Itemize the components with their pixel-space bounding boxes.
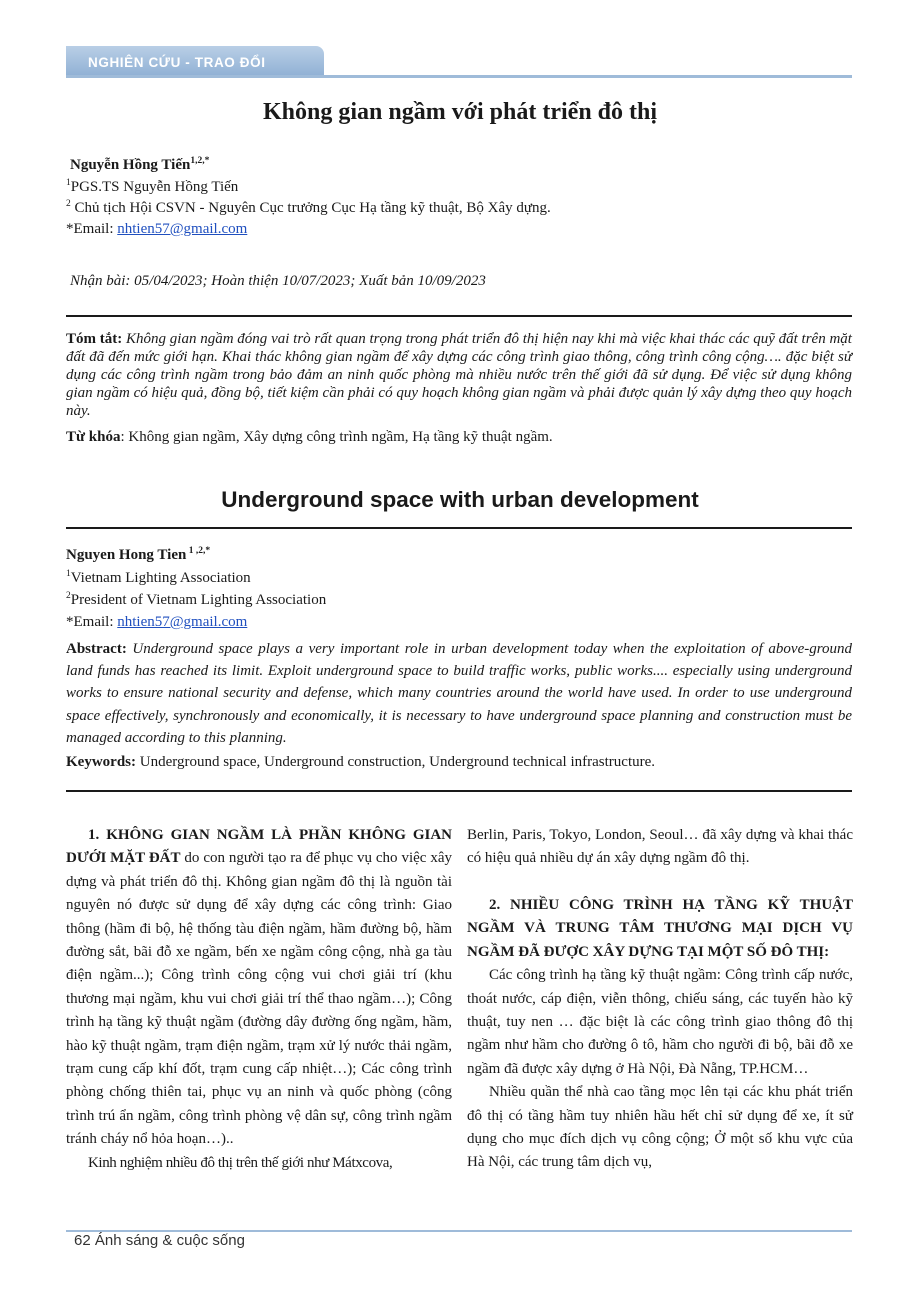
section-2-paragraph-1: Các công trình hạ tầng kỹ thuật ngầm: Công trình cấp nước, thoát nước, cáp điện, viễn thông, chiếu sáng, các tuyến hào kỹ thuật, tuy nen … đặc biệt là các công trình giao thông đô thị ngầm như hầm cho đường ô tô, hầm cho người đi bộ, bãi đỗ xe ngầm đã được xây dựng ở Hà Nội, Đà Nẵng, TP.HCM… xyxy=(467,967,853,1077)
email-label-vi: *Email: xyxy=(66,221,118,237)
keywords-label-en: Keywords: xyxy=(66,754,136,770)
journal-name: Ánh sáng & cuộc sống xyxy=(94,1232,245,1249)
section-2-paragraph-2: Nhiều quần thể nhà cao tầng mọc lên tại các khu phát triển đô thị có tầng hầm tuy nhiên hầu hết chỉ sử dụng để xe, ít sử dụng cho mục đích dịch vụ công cộng; Ở một số khu vực của Hà Nội, các trung tâm dịch vụ, xyxy=(467,1084,853,1171)
author-vi xyxy=(70,157,209,174)
aff2-num-vi: 2 xyxy=(66,199,71,209)
author-sup-vi: 1,2,* xyxy=(190,156,210,166)
affiliation-2-vi xyxy=(66,200,551,217)
aff1-text-vi: PGS.TS Nguyễn Hồng Tiến xyxy=(70,179,239,195)
abstract-en xyxy=(66,638,852,749)
page-number: 62 xyxy=(74,1232,91,1249)
aff1-num-en: 1 xyxy=(66,569,71,579)
keywords-vi xyxy=(66,429,553,446)
aff1-num-vi: 1 xyxy=(66,178,71,188)
divider-top xyxy=(66,315,852,317)
author-name-en: Nguyen Hong Tien xyxy=(66,547,187,563)
abstract-label-vi: Tóm tắt: xyxy=(66,331,123,347)
body-column-right xyxy=(467,824,853,1175)
header-rule xyxy=(66,75,852,78)
section-tag xyxy=(66,46,324,77)
abstract-text-vi: Không gian ngầm đóng vai trò rất quan trọng trong phát triển đô thị hiện nay khi mà việc khai thác các quỹ đất trên mặt đất đã đến mức giới hạn. Khai thác không gian ngầm để xây dựng các công trình giao thông, công trình công cộng…. đặc biệt sử dụng các công trình ngầm trong bảo đảm an ninh quốc phòng mà nhiều nước trên thế giới đã sử dụng. Để việc sử dụng không gian ngầm có hiệu quả, đồng bộ, tiết kiệm cần phải có quy hoạch không gian ngầm và phải được quản lý xây dựng theo quy hoạch này. xyxy=(66,331,852,419)
section-1-heading: 1. KHÔNG GIAN NGẦM LÀ PHẦN KHÔNG GIAN DƯỚI MẶT ĐẤT xyxy=(66,827,452,867)
keywords-text-en: Underground space, Underground construction, Underground technical infrastructure. xyxy=(136,754,656,770)
aff2-text-en: President of Vietnam Lighting Association xyxy=(70,592,327,608)
aff1-text-en: Vietnam Lighting Association xyxy=(70,570,251,586)
abstract-vi xyxy=(66,330,852,420)
aff2-num-en: 2 xyxy=(66,591,71,601)
keywords-label-vi: Từ khóa xyxy=(66,429,121,445)
abstract-text-en: Underground space plays a very important role in urban development today when the exploitation of above-ground land funds has reached its limit. Exploit underground space to build traffic works, public works.... especially using underground works to ensure national security and defense, which many countries around the world have used. In order to use underground space effectively, synchronously and economically, it is necessary to have underground space planning and construction must be managed according to this planning. xyxy=(66,641,853,746)
email-line-en xyxy=(66,614,247,631)
author-en xyxy=(66,547,210,564)
affiliation-2-en xyxy=(66,592,326,609)
aff2-text-vi: Chủ tịch Hội CSVN - Nguyên Cục trưởng Cục Hạ tầng kỹ thuật, Bộ Xây dựng. xyxy=(74,200,551,216)
section-1-text-1: do con người tạo ra để phục vụ cho việc xây dựng và phát triển đô thị. Không gian ngầm đô thị là nguồn tài nguyên nó được sử dụng để xây dựng các công trình: Giao thông (hầm đi bộ, hệ thống tàu điện ngầm, hầm đường bộ, hầm đường sắt, bãi đỗ xe ngầm, bến xe ngầm công cộng, nhà ga tàu điện ngầm...); Công trình công cộng vui chơi giải trí (khu thương mại ngầm, khu vui chơi giải trí thể thao ngầm…); Công trình hạ tầng kỹ thuật ngầm (đường dây đường ống ngầm, hầm, hào kỹ thuật ngầm, trạm điện ngầm, trạm xử lý nước thải ngầm, trạm cung cấp khí đốt, trạm cung cấp nhiệt…); Các công trình phòng chống thiên tai, phục vụ an ninh và quốc phòng (công trình trú ẩn ngầm, công trình phòng vệ dân sự, công trình ngầm tránh cháy nổ hỏa hoạn…).. xyxy=(66,850,453,1148)
affiliation-1-vi xyxy=(66,179,238,196)
email-link-vi[interactable]: nhtien57@gmail.com xyxy=(117,221,248,237)
article-title-vi: Không gian ngầm với phát triển đô thị xyxy=(262,99,658,125)
section-tag-label: NGHIÊN CỨU - TRAO ĐỔI xyxy=(88,55,266,70)
author-sup-en: 1 ,2,* xyxy=(186,546,211,556)
author-name-vi: Nguyễn Hồng Tiến xyxy=(70,157,191,173)
divider-bottom xyxy=(66,790,852,792)
email-link-en[interactable]: nhtien57@gmail.com xyxy=(117,614,248,630)
section-2-heading: 2. NHIỀU CÔNG TRÌNH HẠ TẦNG KỸ THUẬT NGẦM VÀ TRUNG TÂM THƯƠNG MẠI DỊCH VỤ NGẦM ĐÃ ĐƯỢC XÂY DỰNG TẠI MỘT SỐ ĐÔ THỊ: xyxy=(467,897,853,960)
footer xyxy=(74,1232,245,1249)
continued-text: Berlin, Paris, Tokyo, London, Seoul… đã xây dựng và khai thác có hiệu quả nhiều dự án xây dựng ngầm đô thị. xyxy=(467,827,853,867)
body-column-left xyxy=(66,824,452,1175)
dates-line: Nhận bài: 05/04/2023; Hoàn thiện 10/07/2023; Xuất bản 10/09/2023 xyxy=(70,273,486,289)
email-label-en: *Email: xyxy=(66,614,118,630)
section-1-paragraph-2: Kinh nghiệm nhiều đô thị trên thế giới như Mátxcova, xyxy=(88,1154,393,1171)
abstract-label-en: Abstract: xyxy=(66,641,127,657)
article-title-en: Underground space with urban development xyxy=(221,487,699,512)
keywords-text-vi: : Không gian ngầm, Xây dựng công trình ngầm, Hạ tầng kỹ thuật ngầm. xyxy=(120,429,553,445)
divider-mid xyxy=(66,527,852,529)
affiliation-1-en xyxy=(66,570,251,587)
email-line-vi xyxy=(66,221,247,238)
section-1-paragraph-1 xyxy=(66,824,452,1152)
section-tag-bar xyxy=(66,46,852,78)
keywords-en xyxy=(66,754,655,771)
